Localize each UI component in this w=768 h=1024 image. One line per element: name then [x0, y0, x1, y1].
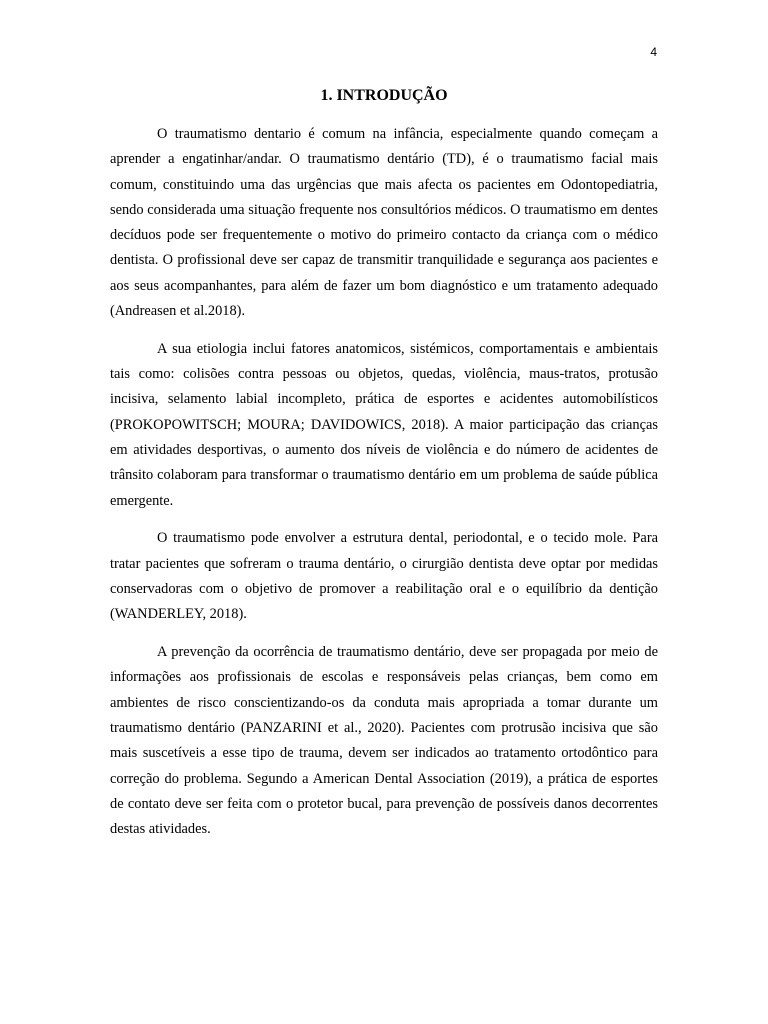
paragraph: O traumatismo pode envolver a estrutura dental, periodontal, e o tecido mole. Para tratar pacientes que sofreram o trauma dentário, o cirurgião dentista deve optar por medidas conservadoras com o objetivo de promover a reabilitação oral e o equilíbrio da dentição (WANDERLEY, 2018).	[110, 530, 658, 623]
page-number: 4	[650, 45, 657, 59]
paragraph: O traumatismo dentario é comum na infância, especialmente quando começam a aprender a engatinhar/andar. O traumatismo dentário (TD), é o traumatismo facial mais comum, constituindo uma das urgências que mais afecta os pacientes em Odontopediatria, sendo considerada uma situação frequente nos consultórios médicos. O traumatismo em dentes decíduos pode ser frequentemente o motivo do primeiro contacto da criança com o médico dentista. O profissional deve ser capaz de transmitir tranquilidade e segurança aos pacientes e aos seus acompanhantes, para além de fazer um bom diagnóstico e um tratamento adequado (Andreasen et al.2018).	[110, 126, 658, 320]
body-text	[110, 122, 658, 855]
section-title: 1. INTRODUÇÃO	[320, 87, 448, 104]
paragraph: A sua etiologia inclui fatores anatomicos, sistémicos, comportamentais e ambientais tais como: colisões contra pessoas ou objetos, quedas, violência, maus-tratos, protusão incisiva, selamento labial incompleto, prática de esportes e acidentes automobilísticos (PROKOPOWITSCH; MOURA; DAVIDOWICS, 2018). A maior participação das crianças em atividades desportivas, o aumento dos níveis de violência e do número de acidentes de trânsito colaboram para transformar o traumatismo dentário em um problema de saúde pública emergente.	[110, 340, 658, 509]
paragraph: A prevenção da ocorrência de traumatismo dentário, deve ser propagada por meio de informações aos profissionais de escolas e responsáveis pelas crianças, bem como em ambientes de risco conscientizando-os da conduta mais apropriada a tomar durante um traumatismo dentário (PANZARINI et al., 2020). Pacientes com protrusão incisiva que são mais suscetíveis a esse tipo de trauma, devem ser indicados ao tratamento ortodôntico para correção do problema. Segundo a American Dental Association (2019), a prática de esportes de contato deve ser feita com o protetor bucal, para prevenção de possíveis danos decorrentes destas atividades.	[110, 644, 658, 838]
